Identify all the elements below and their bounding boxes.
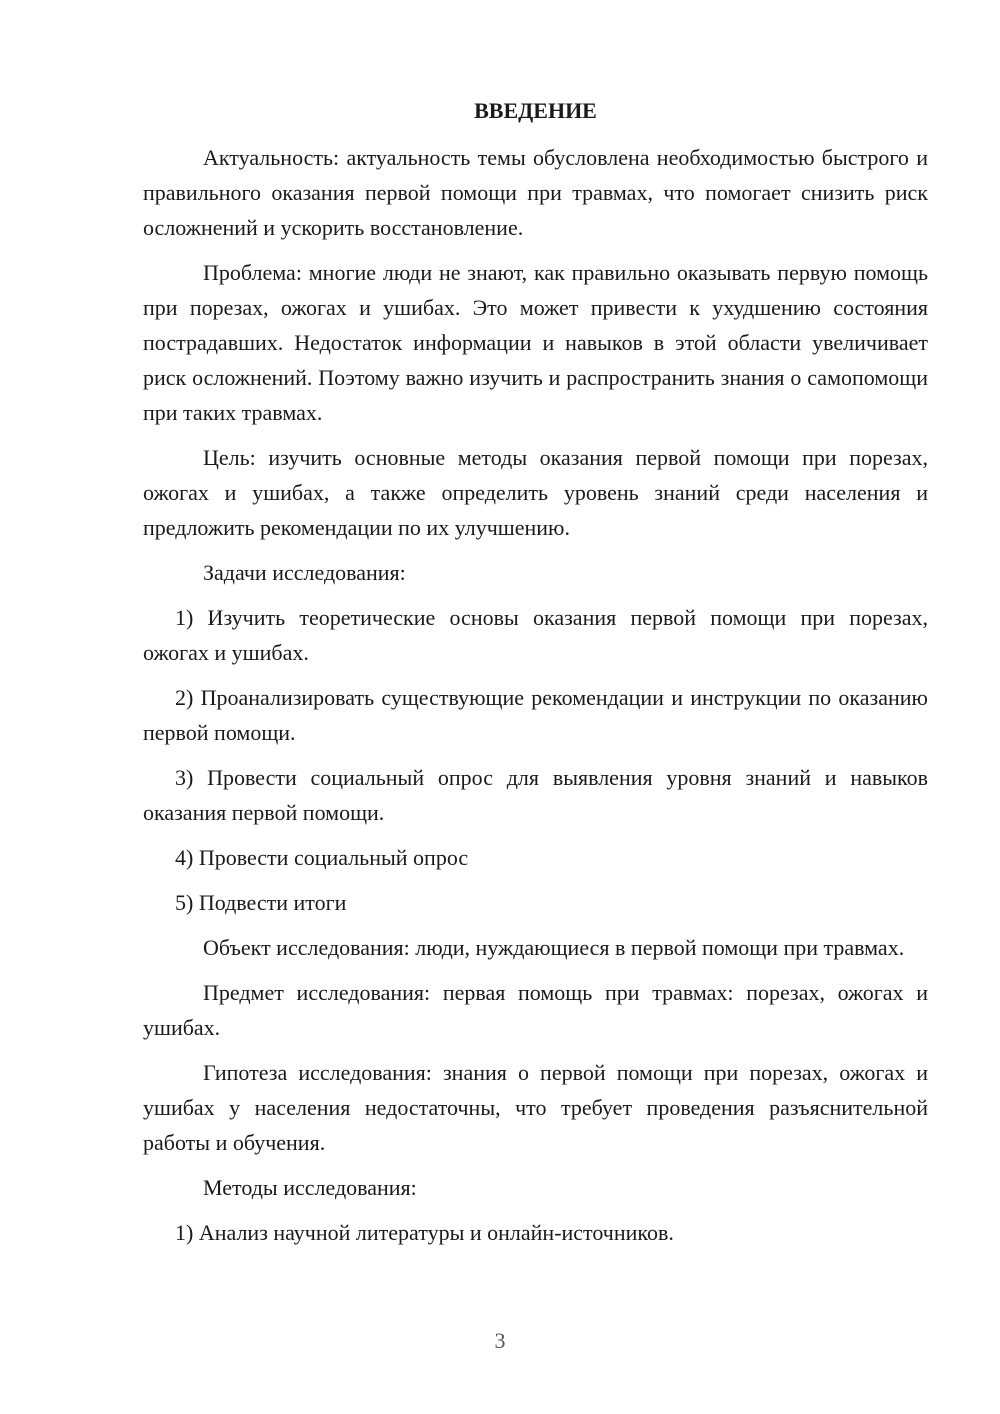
- list-item-task-1: 1) Изучить теоретические основы оказания первой помощи при порезах, ожогах и ушибах.: [143, 605, 928, 665]
- section-heading: ВВЕДЕНИЕ: [474, 98, 597, 123]
- paragraph-subject: Предмет исследования: первая помощь при травмах: порезах, ожогах и ушибах.: [143, 980, 928, 1040]
- list-item-task-5: 5) Подвести итоги: [175, 890, 347, 915]
- paragraph-relevance: Актуальность: актуальность темы обусловлена необходимостью быстрого и правильного оказания первой помощи при травмах, что помогает снизить риск осложнений и ускорить восстановление.: [143, 145, 928, 240]
- document-page: [143, 94, 928, 1260]
- list-item-task-4: 4) Провести социальный опрос: [175, 845, 469, 870]
- paragraph-goal: Цель: изучить основные методы оказания первой помощи при порезах, ожогах и ушибах, а также определить уровень знаний среди населения и предложить рекомендации по их улучшению.: [143, 445, 928, 540]
- list-item-method-1: 1) Анализ научной литературы и онлайн-источников.: [175, 1220, 674, 1245]
- paragraph-tasks-heading: Задачи исследования:: [203, 560, 406, 585]
- paragraph-methods-heading: Методы исследования:: [203, 1175, 417, 1200]
- list-item-task-2: 2) Проанализировать существующие рекомендации и инструкции по оказанию первой помощи.: [143, 685, 928, 745]
- paragraph-object: Объект исследования: люди, нуждающиеся в первой помощи при травмах.: [203, 935, 905, 960]
- paragraph-problem: Проблема: многие люди не знают, как правильно оказывать первую помощь при порезах, ожогах и ушибах. Это может привести к ухудшению состояния пострадавших. Недостаток информации и навыков в этой области увеличивает риск осложнений. Поэтому важно изучить и распространить знания о самопомощи при таких травмах.: [143, 260, 928, 425]
- list-item-task-3: 3) Провести социальный опрос для выявления уровня знаний и навыков оказания первой помощи.: [143, 765, 928, 825]
- paragraph-hypothesis: Гипотеза исследования: знания о первой помощи при порезах, ожогах и ушибах у населения недостаточны, что требует проведения разъяснительной работы и обучения.: [143, 1060, 928, 1155]
- page-number: 3: [494, 1328, 506, 1353]
